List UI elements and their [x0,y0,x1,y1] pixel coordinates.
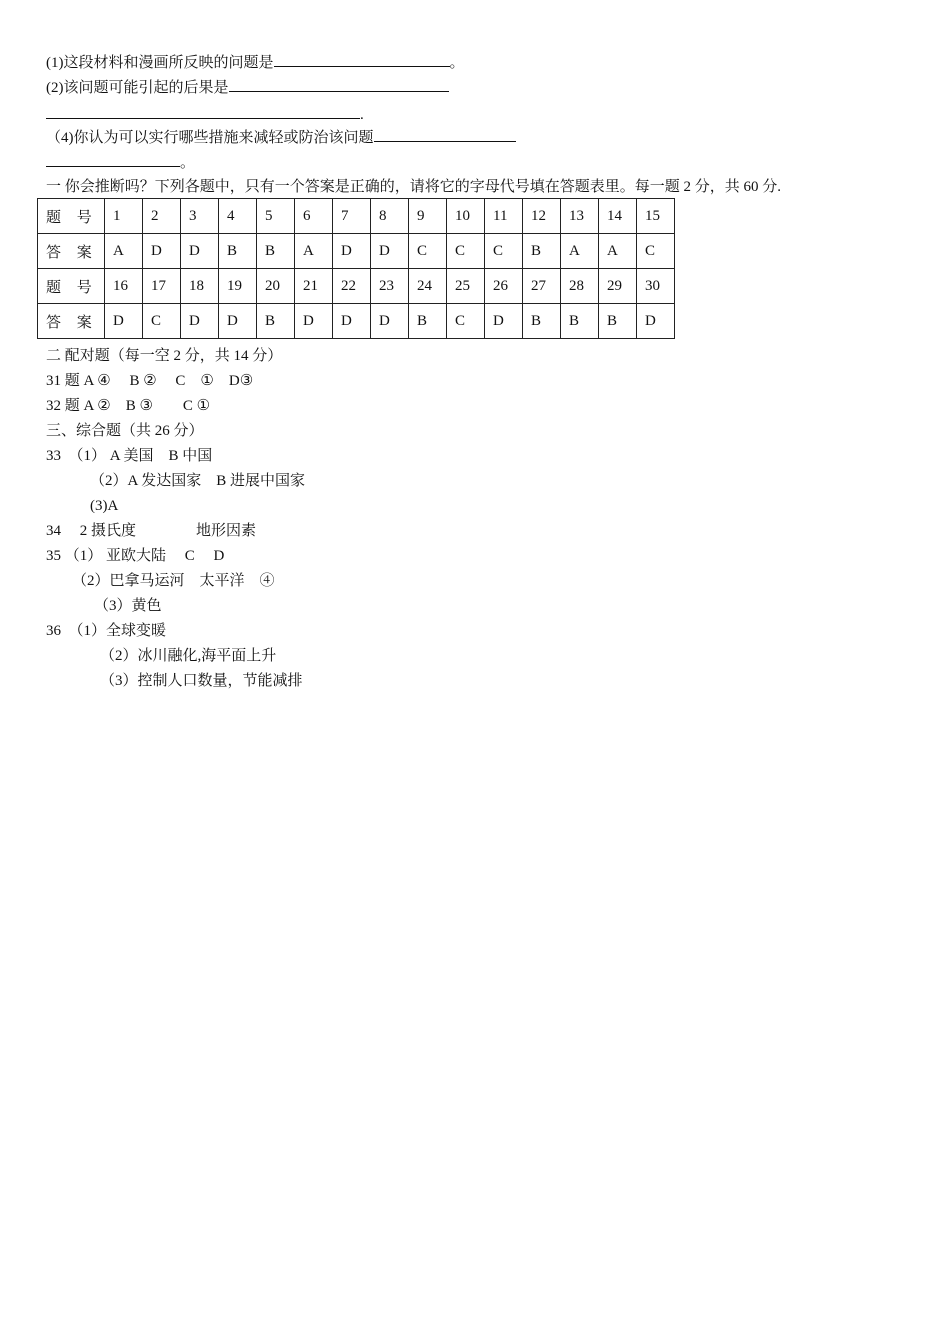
answer-cell: A [295,234,333,269]
answer-cell: D [295,304,333,339]
question-1-end: 。 [449,55,465,71]
table-row-numbers-1 [38,199,675,234]
answer-cell: D [333,304,371,339]
question-number-cell: 9 [409,199,447,234]
answer-cell: A [599,234,637,269]
row-label-question-number: 题 号 [38,199,105,234]
answer-35-2: （2）巴拿马运河 太平洋 ④ [72,573,275,589]
answer-blank-1 [274,52,450,67]
answer-cell: D [333,234,371,269]
question-number-cell: 23 [371,269,409,304]
answer-cell: B [257,304,295,339]
answer-cell: D [219,304,257,339]
question-number-cell: 17 [143,269,181,304]
answer-31: 31 题 A ④ B ② C ① D③ [46,373,254,389]
answer-cell: B [523,234,561,269]
question-number-cell: 16 [105,269,143,304]
answer-cell: D [637,304,675,339]
question-number-cell: 19 [219,269,257,304]
section-2-heading: 二 配对题（每一空 2 分，共 14 分） [46,348,283,364]
answer-cell: D [143,234,181,269]
answer-36-1: 36 （1）全球变暖 [46,623,167,639]
answer-cell: B [599,304,637,339]
question-number-cell: 18 [181,269,219,304]
answer-34: 34 2 摄氏度 地形因素 [46,523,257,539]
question-2-text: (2)该问题可能引起的后果是 [46,80,229,96]
question-2 [46,77,449,98]
question-number-cell: 12 [523,199,561,234]
row-label-question-number: 题 号 [38,269,105,304]
question-number-cell: 30 [637,269,675,304]
section-1-heading: 一 你会推断吗？下列各题中，只有一个答案是正确的，请将它的字母代号填在答题表里。每一题 2 分，共 60 分. [46,179,782,195]
answer-36-3: （3）控制人口数量，节能减排 [100,673,303,689]
question-4 [46,127,516,148]
section-3-heading: 三、综合题（共 26 分） [46,423,204,439]
answer-cell: D [105,304,143,339]
question-number-cell: 22 [333,269,371,304]
row-label-answer: 答 案 [38,304,105,339]
table-row-answers-1 [38,234,675,269]
answer-cell: D [485,304,523,339]
answer-cell: C [409,234,447,269]
answer-35-1: 35 （1） 亚欧大陆 C D [46,548,225,564]
question-number-cell: 27 [523,269,561,304]
answer-35-3: （3）黄色 [94,598,162,614]
answer-cell: D [371,234,409,269]
answer-33-3: (3)A [90,498,119,514]
question-number-cell: 3 [181,199,219,234]
question-number-cell: 11 [485,199,523,234]
question-number-cell: 6 [295,199,333,234]
question-number-cell: 10 [447,199,485,234]
answer-cell: B [561,304,599,339]
question-number-cell: 14 [599,199,637,234]
answer-cell: B [219,234,257,269]
answer-cell: B [523,304,561,339]
question-number-cell: 4 [219,199,257,234]
answer-cell: A [105,234,143,269]
answer-cell: C [637,234,675,269]
question-number-cell: 21 [295,269,333,304]
table-row-answers-2 [38,304,675,339]
question-number-cell: 1 [105,199,143,234]
answer-cell: D [181,304,219,339]
question-4-continuation [46,152,195,173]
answer-32: 32 题 A ② B ③ C ① [46,398,211,414]
question-number-cell: 25 [447,269,485,304]
answer-cell: D [371,304,409,339]
question-number-cell: 8 [371,199,409,234]
question-number-cell: 15 [637,199,675,234]
question-number-cell: 24 [409,269,447,304]
question-4-end: 。 [180,155,196,171]
answer-blank-2b [46,104,360,119]
answer-cell: B [409,304,447,339]
answer-cell: A [561,234,599,269]
answer-cell: C [447,304,485,339]
answer-cell: B [257,234,295,269]
question-number-cell: 2 [143,199,181,234]
answer-blank-4 [374,127,516,142]
question-number-cell: 13 [561,199,599,234]
question-number-cell: 7 [333,199,371,234]
answer-33-1: 33 （1） A 美国 B 中国 [46,448,213,464]
answer-blank-4b [46,152,180,167]
answer-blank-2 [229,77,449,92]
question-2-end: . [360,107,364,123]
answer-33-2: （2）A 发达国家 B 进展中国家 [90,473,306,489]
question-number-cell: 5 [257,199,295,234]
answer-cell: C [485,234,523,269]
answer-36-2: （2）冰川融化,海平面上升 [100,648,277,664]
answer-table [37,198,675,339]
question-2-continuation [46,104,364,125]
answer-cell: C [447,234,485,269]
question-1 [46,52,465,73]
question-number-cell: 29 [599,269,637,304]
question-1-text: (1)这段材料和漫画所反映的问题是 [46,55,274,71]
answer-cell: D [181,234,219,269]
table-row-numbers-2 [38,269,675,304]
question-number-cell: 20 [257,269,295,304]
question-number-cell: 26 [485,269,523,304]
question-number-cell: 28 [561,269,599,304]
row-label-answer: 答 案 [38,234,105,269]
answer-cell: C [143,304,181,339]
question-4-text: （4)你认为可以实行哪些措施来减轻或防治该问题 [46,130,374,146]
